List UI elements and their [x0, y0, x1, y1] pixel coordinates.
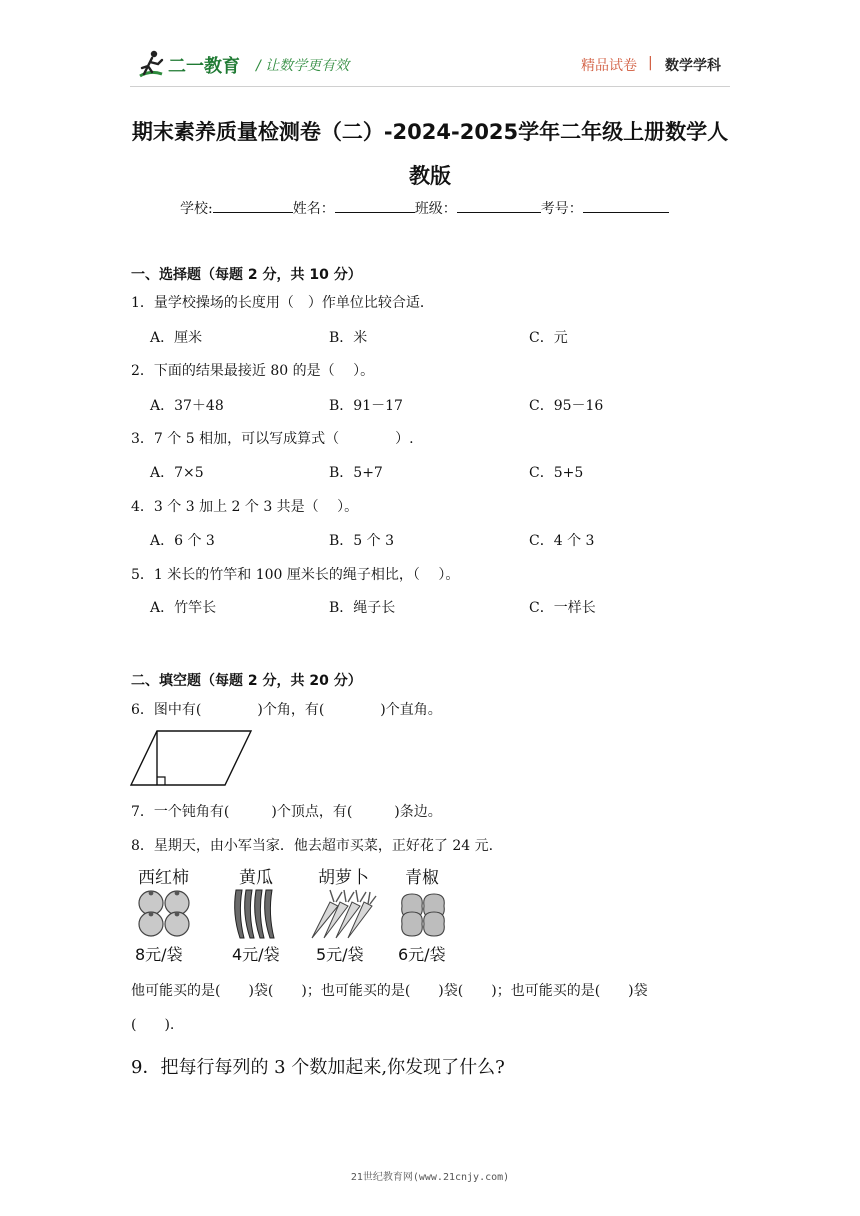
- question-6: 6．图中有( )个角，有( )个直角。: [131, 702, 442, 718]
- veg-name-cucumber: 黄瓜: [239, 868, 273, 888]
- option-a: A．6 个 3: [150, 533, 215, 549]
- question-8-answer-line: 他可能买的是( )袋( )；也可能买的是( )袋( )；也可能买的是( )袋: [131, 983, 648, 999]
- exam-number-label: 考号：: [540, 201, 583, 217]
- header-tag-subject: 数学学科: [665, 58, 721, 74]
- option-a: A．竹竿长: [150, 600, 217, 616]
- header-separator: |: [648, 55, 653, 71]
- section-choice-heading: 一、选择题（每题 2 分，共 10 分）: [131, 267, 362, 283]
- question-stem: 2．下面的结果最接近 80 的是（ ）。: [131, 363, 375, 379]
- parallelogram-figure: [129, 729, 253, 787]
- option-b: B．91－17: [329, 398, 403, 414]
- veg-price-pepper: 6元/袋: [398, 945, 446, 964]
- option-c: C．一样长: [529, 600, 596, 616]
- name-field[interactable]: [335, 198, 415, 213]
- brand-logo: [136, 48, 246, 80]
- veg-name-pepper: 青椒: [405, 868, 439, 888]
- student-info-row: [180, 198, 669, 218]
- name-label: 姓名：: [292, 201, 335, 217]
- question-8: 8．星期天，由小军当家．他去超市买菜，正好花了 24 元.: [131, 838, 494, 854]
- page-footer: 21世纪教育网(www.21cnjy.com): [350, 1172, 510, 1183]
- question-stem: 4．3 个 3 加上 2 个 3 共是（ ）。: [131, 499, 359, 515]
- option-a: A．37＋48: [150, 398, 224, 414]
- option-c: C．4 个 3: [529, 533, 595, 549]
- runner-logo-icon: [136, 48, 246, 80]
- slogan: / 让数学更有效: [256, 58, 350, 74]
- page-title-line1: 期末素养质量检测卷（二）-2024-2025学年二年级上册数学人: [131, 120, 729, 144]
- option-b: B．5+7: [329, 465, 383, 481]
- carrot-icon: [308, 888, 378, 940]
- option-b: B．米: [329, 330, 368, 346]
- option-c: C．5+5: [529, 465, 584, 481]
- veg-price-cucumber: 4元/袋: [232, 945, 280, 964]
- cucumber-icon: [230, 888, 280, 940]
- option-c: C．95－16: [529, 398, 604, 414]
- class-label: 班级：: [414, 201, 457, 217]
- veg-price-tomato: 8元/袋: [135, 945, 183, 964]
- question-stem: 5．1 米长的竹竿和 100 厘米长的绳子相比，（ ）。: [131, 567, 460, 583]
- school-field[interactable]: [213, 198, 293, 213]
- question-9: 9．把每行每列的 3 个数加起来,你发现了什么?: [131, 1057, 505, 1078]
- tomato-icon: [134, 888, 196, 938]
- question-7: 7．一个钝角有( )个顶点，有( )条边。: [131, 804, 442, 820]
- option-b: B．5 个 3: [329, 533, 395, 549]
- option-a: A．厘米: [150, 330, 203, 346]
- exam-number-field[interactable]: [583, 198, 669, 213]
- question-stem: 3．7 个 5 相加，可以写成算式（ ）.: [131, 431, 414, 447]
- option-a: A．7×5: [150, 465, 204, 481]
- option-b: B．绳子长: [329, 600, 396, 616]
- page-title-line2: 教版: [409, 164, 451, 188]
- veg-name-carrot: 胡萝卜: [318, 868, 369, 888]
- class-field[interactable]: [457, 198, 541, 213]
- pepper-icon: [398, 888, 450, 938]
- brand-name: 二一教育: [168, 56, 240, 77]
- option-c: C．元: [529, 330, 568, 346]
- veg-price-carrot: 5元/袋: [316, 945, 364, 964]
- header-divider: [130, 86, 730, 87]
- header-tag-quality: 精品试卷: [581, 58, 637, 74]
- question-8-answer-line-cont: ( ).: [131, 1017, 175, 1033]
- veg-name-tomato: 西红柿: [138, 868, 189, 888]
- school-label: 学校:: [180, 201, 213, 217]
- question-stem: 1．量学校操场的长度用（ ）作单位比较合适．: [131, 295, 434, 311]
- section-fill-heading: 二、填空题（每题 2 分，共 20 分）: [131, 673, 362, 689]
